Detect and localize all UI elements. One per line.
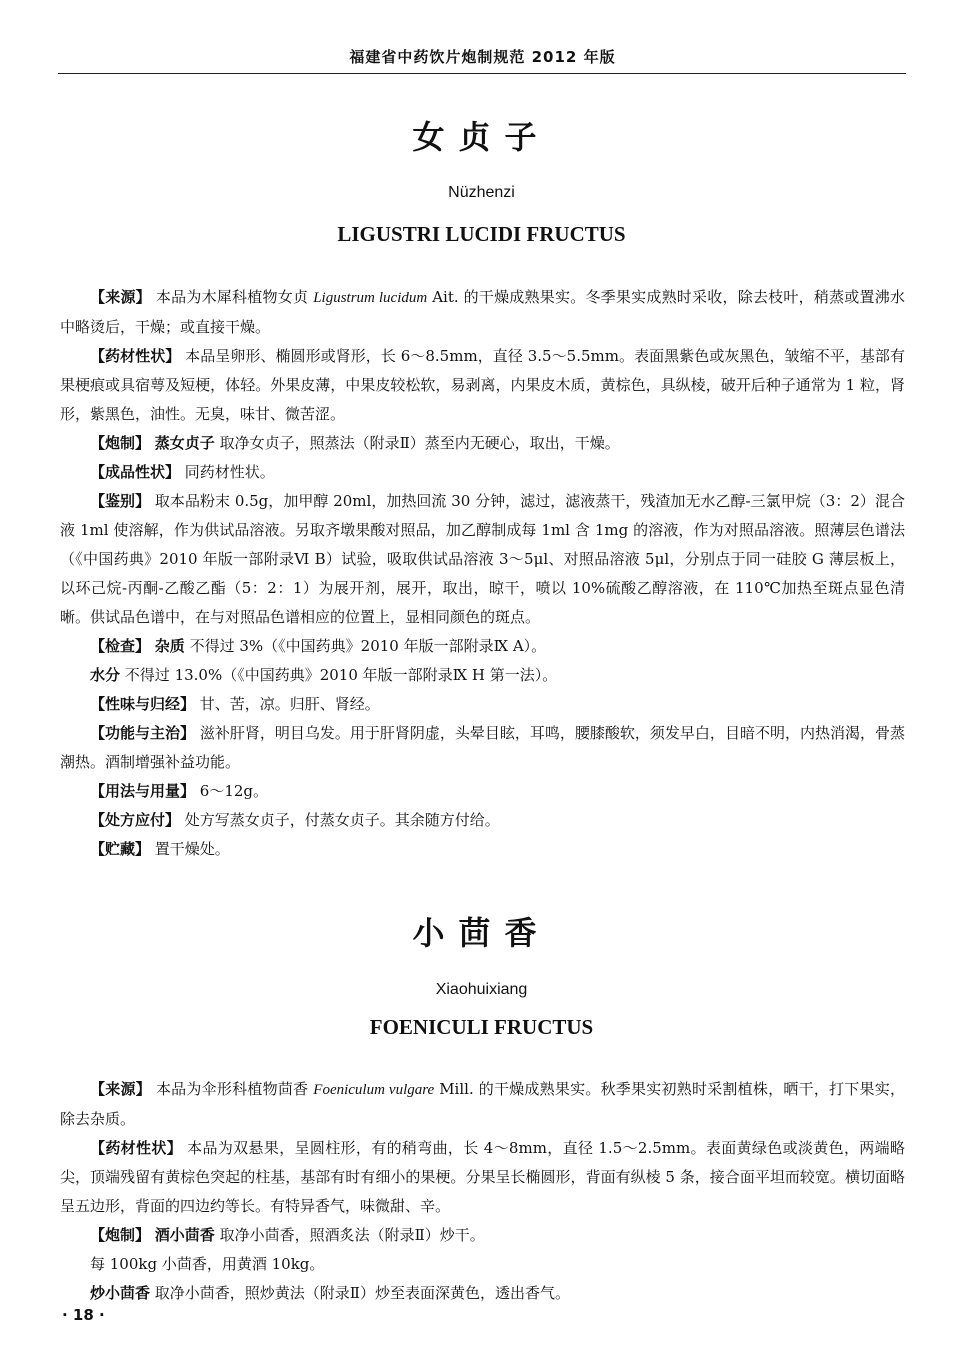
section-text: 处方写蒸女贞子，付蒸女贞子。其余随方付给。 [184,811,500,829]
section-label: 【来源】 [90,1080,151,1098]
section-text: 取净小茴香，照酒炙法（附录Ⅱ）炒干。 [219,1226,485,1244]
section-label: 【成品性状】 [90,463,181,481]
section-label: 【药材性状】 [90,1139,183,1157]
section-subheading: 水分 [90,666,121,684]
section-label: 【来源】 [90,288,151,306]
section-label: 【性味与归经】 [90,695,196,713]
section-text: 本品呈卵形、椭圆形或肾形，长 6～8.5mm，直径 3.5～5.5mm。表面黑紫色或灰黑色，皱缩不平，基部有果梗痕或具宿萼及短梗，体轻。外果皮薄，中果皮较松软，易剥离，内果皮木质，黄棕色，具纵棱，破开后种子通常为 1 粒，肾形，紫黑色，油性。无臭，味甘、微苦涩。 [60,347,905,423]
section-text: 每 100kg 小茴香，用黄酒 10kg。 [90,1255,325,1273]
section-label: 【处方应付】 [90,811,181,829]
entry-title: 小茴香 [412,914,551,952]
section-product-characteristics [60,458,905,487]
entry-latin-name: FOENICULI FRUCTUS [369,1015,594,1039]
section-text: 滋补肝肾，明目乌发。用于肝肾阴虚，头晕目眩，耳鸣，腰膝酸软，须发早白，目暗不明，内热消渴，骨蒸潮热。酒制增强补益功能。 [60,724,905,771]
section-storage [60,835,905,864]
section-text: 同药材性状。 [184,463,275,481]
section-text: 取本品粉末 0.5g，加甲醇 20ml，加热回流 30 分钟，滤过，滤液蒸干，残渣加无水乙醇-三氯甲烷（3：2）混合液 1ml 使溶解，作为供试品溶液。另取齐墩果酸对照品，加乙醇制成每 1ml 含 1mg 的溶液，作为对照品溶液。照薄层色谱法（《中国药典》2010 年版一部附录Ⅵ B）试验，吸取供试品溶液 3～5μl、对照品溶液 5μl，分别点于同一硅胶 G 薄层板上，以环己烷-丙酮-乙酸乙酯（5：2：1）为展开剂，展开，取出，晾干，喷以 10%硫酸乙醇溶液，在 110℃加热至斑点显色清晰。供试品色谱中，在与对照品色谱相应的位置上，显相同颜色的斑点。 [60,492,905,626]
section-subheading: 杂质 [154,637,185,655]
entry-body [60,1075,905,1308]
section-text: Mill. 的干燥成熟果实。秋季果实初熟时采割植株，晒干，打下果实，除去杂质。 [60,1080,905,1128]
header-divider [58,73,906,74]
section-label: 【检查】 [90,637,151,655]
section-label: 【贮藏】 [90,840,151,858]
section-inspection [60,632,905,661]
section-text: 本品为伞形科植物茴香 [155,1080,314,1098]
section-text: 不得过 13.0%（《中国药典》2010 年版一部附录Ⅸ H 第一法）。 [124,666,558,684]
section-label: 【鉴别】 [90,492,151,510]
section-functions [60,719,905,777]
section-processing [60,429,905,458]
section-source [60,1075,905,1134]
section-text: 本品为双悬果，呈圆柱形，有的稍弯曲，长 4～8mm，直径 1.5～2.5mm。表面黄绿色或淡黄色，两端略尖，顶端残留有黄棕色突起的柱基，基部有时有细小的果梗。分果呈长椭圆形，背面有纵棱 5 条，接合面平坦而较宽。横切面略呈五边形，背面的四边约等长。有特异香气，味微甜、辛。 [60,1139,905,1215]
section-prescription [60,806,905,835]
page-number: · 18 · [62,1306,105,1324]
section-dosage [60,777,905,806]
section-label: 【用法与用量】 [90,782,196,800]
section-text: 取净小茴香，照炒黄法（附录Ⅱ）炒至表面深黄色，透出香气。 [154,1284,570,1302]
entry-latin-name: LIGUSTRI LUCIDI FRUCTUS [337,222,626,246]
section-subheading: 酒小茴香 [154,1226,215,1244]
species-name: Foeniculum vulgare [313,1082,435,1098]
entry-body [60,283,905,864]
species-name: Ligustrum lucidum [313,290,428,306]
section-crude-characteristics [60,342,905,429]
running-header: 福建省中药饮片炮制规范 2012 年版 [349,48,616,66]
section-label: 【药材性状】 [90,347,181,365]
entry-title: 女贞子 [412,118,551,156]
section-label: 【炮制】 [90,1226,151,1244]
section-subheading: 蒸女贞子 [154,434,215,452]
section-text: 不得过 3%（《中国药典》2010 年版一部附录Ⅸ A）。 [189,637,547,655]
section-text: Ait. 的干燥成熟果实。冬季果实成熟时采收，除去枝叶，稍蒸或置沸水中略烫后，干燥；或直接干燥。 [60,288,905,336]
section-processing [60,1221,905,1250]
entry-pinyin: Xiaohuixiang [435,981,528,998]
section-subheading: 炒小茴香 [90,1284,151,1302]
section-identification [60,487,905,632]
entry-pinyin: Nüzhenzi [448,184,515,201]
section-text: 取净女贞子，照蒸法（附录Ⅱ）蒸至内无硬心，取出，干燥。 [219,434,620,452]
section-text: 本品为木犀科植物女贞 [155,288,314,306]
section-text: 甘、苦，凉。归肝、肾经。 [199,695,380,713]
section-processing-method [60,1279,905,1308]
section-crude-characteristics [60,1134,905,1221]
section-processing-ratio [60,1250,905,1279]
section-moisture [60,661,905,690]
section-label: 【炮制】 [90,434,151,452]
section-text: 6～12g。 [199,782,269,800]
section-nature-meridian [60,690,905,719]
section-label: 【功能与主治】 [90,724,196,742]
section-text: 置干燥处。 [154,840,230,858]
section-source [60,283,905,342]
